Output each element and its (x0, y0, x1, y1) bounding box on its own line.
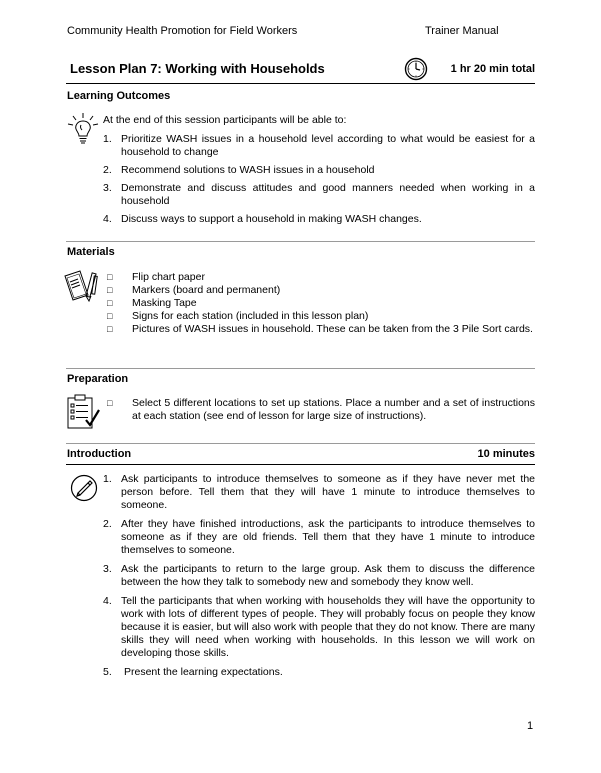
checkbox-bullet: □ (107, 285, 113, 295)
list-item (103, 518, 535, 557)
materials-icon (62, 268, 100, 302)
item-text: Recommend solutions to WASH issues in a household (121, 164, 375, 176)
checkbox-bullet: □ (107, 272, 113, 282)
learning-outcomes-intro: At the end of this session participants will be able to: (103, 114, 347, 126)
lightbulb-icon (67, 112, 99, 148)
preparation-heading: Preparation (67, 373, 129, 385)
introduction-heading: Introduction (67, 448, 132, 460)
section-rule (66, 241, 535, 242)
learning-outcomes-heading: Learning Outcomes (67, 90, 171, 102)
checklist-icon (64, 394, 102, 430)
item-text: Select 5 different locations to set up stations. Place a number and a set of instructions at each station (see end of lesson for large size of instructions). (132, 397, 535, 422)
checkbox-bullet: □ (107, 398, 113, 408)
item-number: 4. (103, 213, 112, 225)
list-item (103, 182, 535, 208)
list-item (107, 297, 535, 310)
item-number: 1. (103, 473, 112, 485)
list-item (103, 164, 535, 177)
list-item (107, 310, 535, 323)
item-text: Markers (board and permanent) (132, 284, 281, 296)
item-number: 5. (103, 666, 112, 678)
page-number: 1 (527, 720, 534, 732)
list-item (103, 595, 535, 660)
list-item (103, 666, 535, 679)
item-text: Masking Tape (132, 297, 197, 309)
item-text: Present the learning expectations. (124, 666, 283, 678)
list-item (107, 323, 535, 336)
list-item (103, 563, 535, 589)
item-number: 2. (103, 164, 112, 176)
learning-outcomes-list (103, 133, 535, 231)
header-left: Community Health Promotion for Field Workers (67, 25, 298, 37)
list-item (103, 133, 535, 159)
section-rule (66, 443, 535, 444)
checkbox-bullet: □ (107, 298, 113, 308)
checkbox-bullet: □ (107, 311, 113, 321)
list-item (103, 213, 535, 226)
item-number: 3. (103, 182, 112, 194)
section-rule (66, 368, 535, 369)
item-text: Ask the participants to return to the large group. Ask them to discuss the difference between the how they talk to somebody new and somebody they know well. (121, 563, 535, 588)
title-rule (66, 83, 535, 84)
item-text: After they have finished introductions, ask the participants to introduce themselves to someone as if they are old friends. Tell them that they have 1 minute to introduce themselves to someone. (121, 518, 535, 556)
introduction-duration: 10 minutes (477, 448, 535, 460)
item-number: 1. (103, 133, 112, 145)
item-text: Prioritize WASH issues in a household level according to what would be easiest for a household to change (121, 133, 535, 158)
introduction-list (103, 473, 535, 679)
introduction-rule (66, 464, 535, 465)
item-number: 3. (103, 563, 112, 575)
materials-list (107, 271, 535, 336)
preparation-list (107, 397, 535, 423)
item-text: Ask participants to introduce themselves to someone as if they have never met the person before. Tell them that they will have 1 minute to introduce themselves to someone. (121, 473, 535, 511)
lesson-title: Lesson Plan 7: Working with Households (70, 61, 325, 76)
item-text: Demonstrate and discuss attitudes and good manners needed when working in a household (121, 182, 535, 207)
list-item (107, 271, 535, 284)
checkbox-bullet: □ (107, 324, 113, 334)
header-right: Trainer Manual (425, 25, 499, 37)
item-text: Discuss ways to support a household in making WASH changes. (121, 213, 422, 225)
materials-heading: Materials (67, 246, 115, 258)
item-text: Tell the participants that when working with households they will have the opportunity to work with lots of different types of people. They will probably focus on people they know because it is easier, but will also work with people that they do not know. There are many skills they will need when working with households. In this lesson we will work on developing those skills. (121, 595, 535, 659)
lesson-duration: 1 hr 20 min total (450, 63, 535, 75)
item-text: Flip chart paper (132, 271, 205, 283)
list-item (107, 284, 535, 297)
list-item (103, 473, 535, 512)
item-text: Pictures of WASH issues in household. These can be taken from the 3 Pile Sort cards. (132, 323, 533, 335)
item-text: Signs for each station (included in this lesson plan) (132, 310, 369, 322)
item-number: 2. (103, 518, 112, 530)
item-number: 4. (103, 595, 112, 607)
clock-icon (404, 57, 428, 81)
list-item (107, 397, 535, 423)
pen-icon (70, 474, 98, 502)
